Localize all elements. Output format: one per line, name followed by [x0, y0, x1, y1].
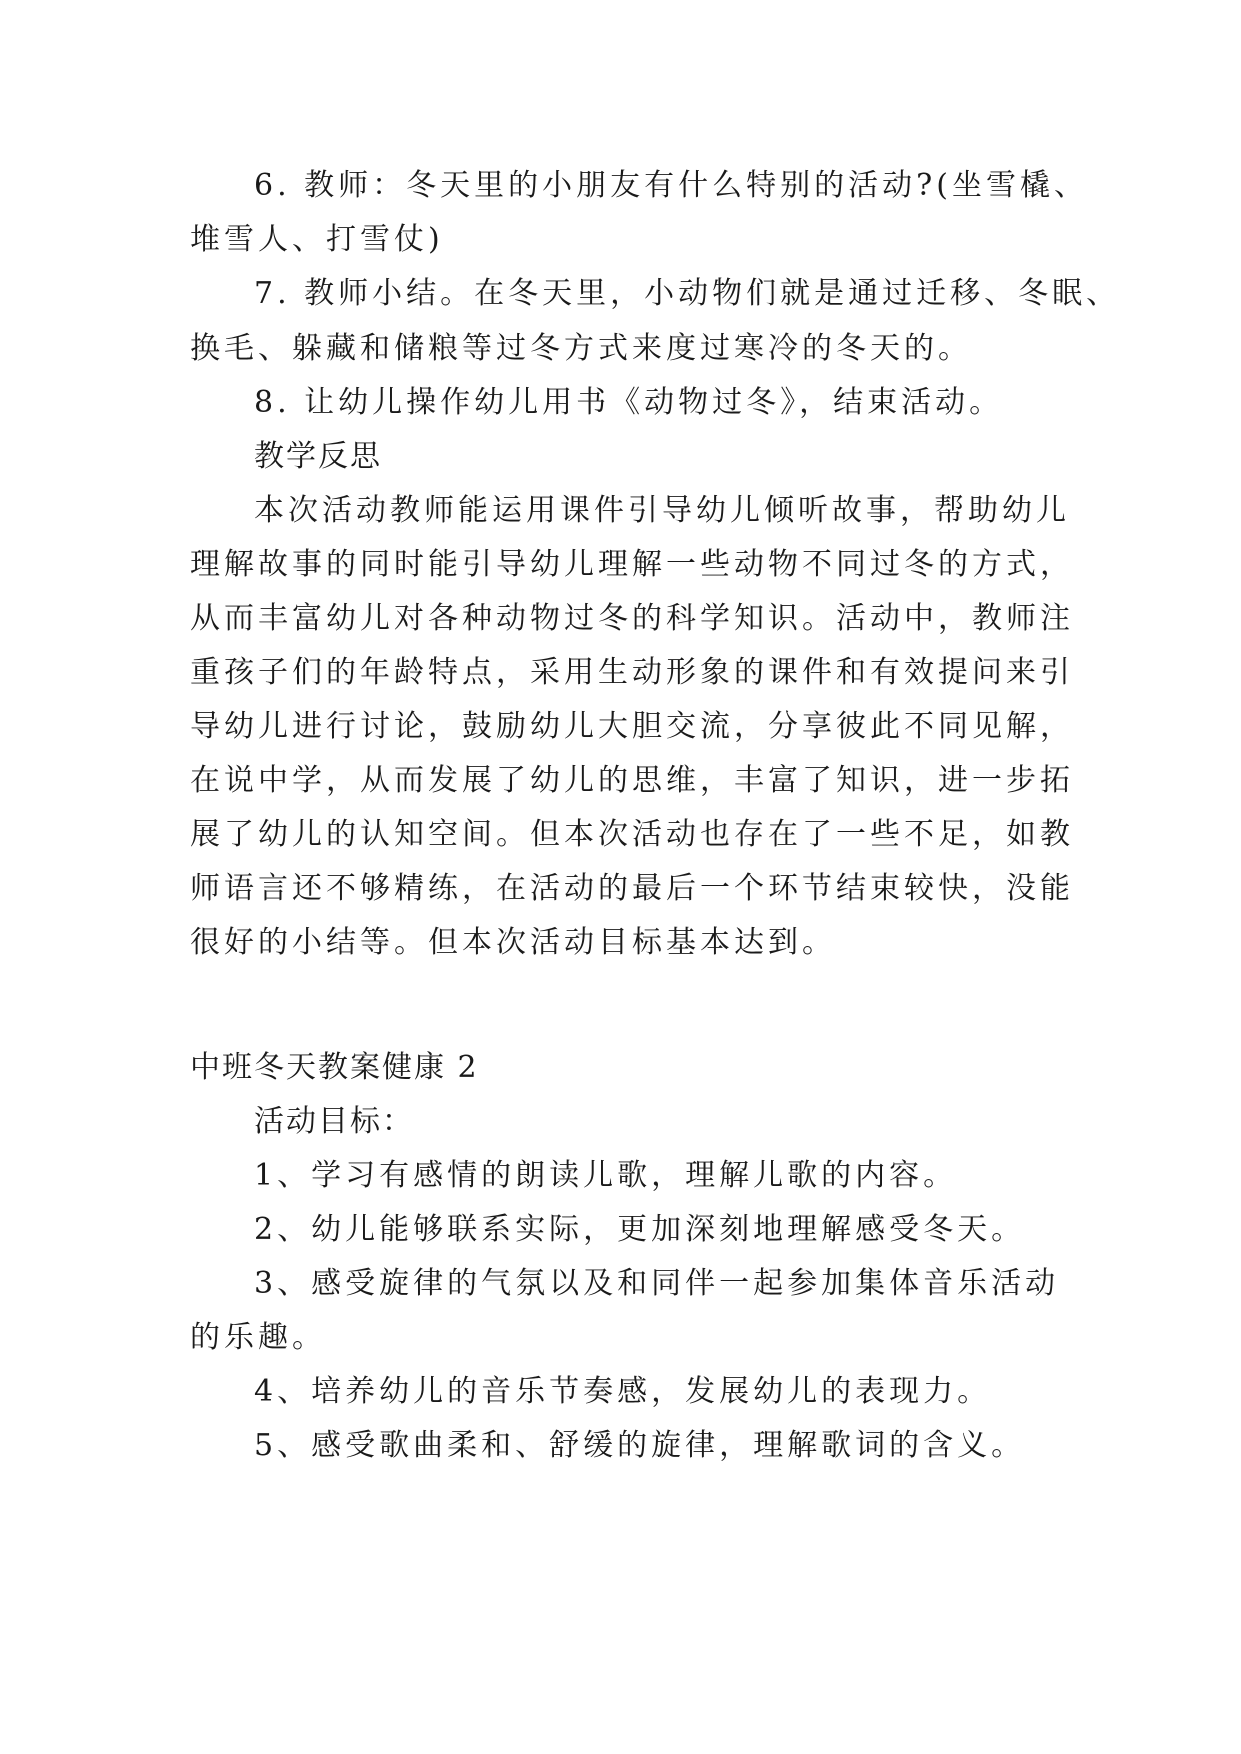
- goal-line: 1、学习有感情的朗读儿歌，理解儿歌的内容。: [254, 1158, 958, 1193]
- goals-label: 活动目标：: [254, 1104, 414, 1139]
- paragraph-line: 堆雪人、打雪仗): [190, 222, 444, 257]
- reflection-line: 本次活动教师能运用课件引导幼儿倾听故事，帮助幼儿: [254, 493, 1070, 528]
- reflection-line: 展了幼儿的认知空间。但本次活动也存在了一些不足，如教: [190, 817, 1074, 852]
- reflection-line: 重孩子们的年龄特点，采用生动形象的课件和有效提问来引: [190, 655, 1074, 690]
- paragraph-line: 换毛、躲藏和储粮等过冬方式来度过寒冷的冬天的。: [190, 331, 972, 366]
- goal-line: 4、培养幼儿的音乐节奏感，发展幼儿的表现力。: [254, 1374, 992, 1409]
- section-title: 中班冬天教案健康 2: [190, 1050, 479, 1085]
- goal-line: 5、感受歌曲柔和、舒缓的旋律，理解歌词的含义。: [254, 1428, 1026, 1463]
- paragraph-line: 7. 教师小结。在冬天里，小动物们就是通过迁移、冬眠、: [254, 276, 1121, 311]
- reflection-line: 理解故事的同时能引导幼儿理解一些动物不同过冬的方式，: [190, 547, 1074, 582]
- goal-line: 2、幼儿能够联系实际，更加深刻地理解感受冬天。: [254, 1212, 1026, 1247]
- goal-line: 3、感受旋律的气氛以及和同伴一起参加集体音乐活动: [254, 1266, 1060, 1301]
- reflection-line: 导幼儿进行讨论，鼓励幼儿大胆交流，分享彼此不同见解，: [190, 709, 1074, 744]
- reflection-line: 在说中学，从而发展了幼儿的思维，丰富了知识，进一步拓: [190, 763, 1074, 798]
- reflection-title: 教学反思: [254, 439, 382, 474]
- paragraph-line: 6. 教师：冬天里的小朋友有什么特别的活动?(坐雪橇、: [254, 168, 1088, 203]
- paragraph-line: 8. 让幼儿操作幼儿用书《动物过冬》，结束活动。: [254, 385, 1004, 420]
- goal-line: 的乐趣。: [190, 1320, 326, 1355]
- reflection-line: 很好的小结等。但本次活动目标基本达到。: [190, 925, 836, 960]
- reflection-line: 师语言还不够精练，在活动的最后一个环节结束较快，没能: [190, 871, 1074, 906]
- reflection-line: 从而丰富幼儿对各种动物过冬的科学知识。活动中，教师注: [190, 601, 1074, 636]
